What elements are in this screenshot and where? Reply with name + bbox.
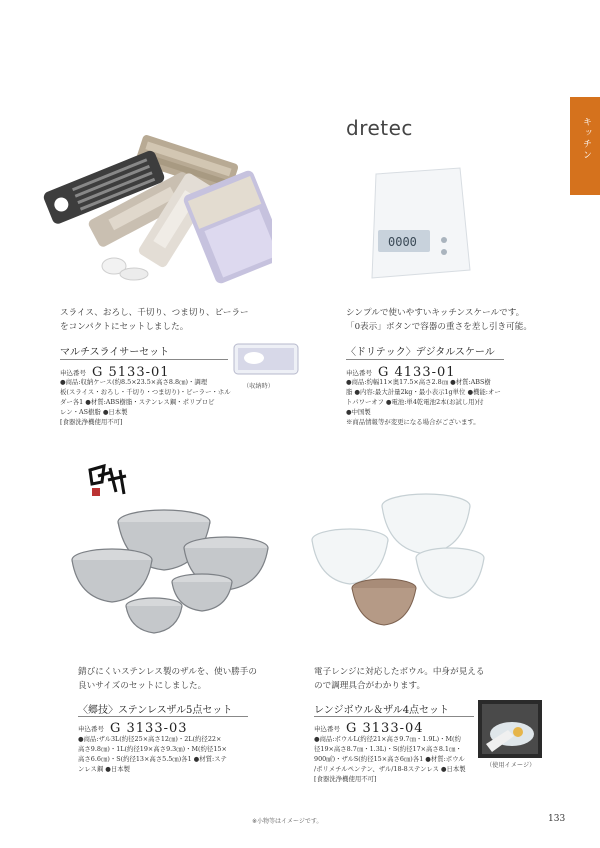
- code-label: 申込番号: [78, 725, 104, 733]
- product-3-code: G 3133-03: [110, 721, 188, 736]
- product-1-name: マルチスライサーセット: [60, 347, 170, 358]
- scale-display-readout: 0000: [388, 235, 417, 249]
- page-number: 133: [548, 814, 566, 824]
- product-4-specs: ●商品:ボウルL(約径21×高さ9.7㎝・1.9L)・M(約 径19×高さ8.7㎝・1.3L)・S(約径17×高さ8.1㎝・ 900㎖)・ザルS(約径15×高さ6㎝)各1 ●材質:ボウル /ポリメチルペンテン、ザル/18-8ステンレス ●日本製 [食器洗浄機使用不可]: [314, 735, 466, 783]
- dretec-logo: dretec: [346, 116, 413, 140]
- product-4-name: レンジボウル＆ザル4点セット: [314, 705, 450, 716]
- product-1-description: スライス、おろし、千切り、つま切り、ピーラー をコンパクトにセットしました。: [60, 308, 249, 332]
- product-3-specs: ●商品:ザル3L(約径25×高さ12㎝)・2L(約径22× 高さ9.8㎝)・1L(約径19×高さ9.3㎝)・M(約径15× 高さ6.6㎝)・S(約径13×高さ5.5㎝)各1 ●材質:ステ ンレス鋼 ●日本製: [78, 735, 227, 773]
- footnote: ※小物等はイメージです。: [252, 818, 323, 825]
- slicer-storage-inset-image: [232, 338, 302, 380]
- product-2-specs: ●商品:約幅11×奥17.5×高さ2.8㎝ ●材質:ABS樹 脂 ●内容:最大計量2kg・最小表示1g単位 ●機能:オー トパワーオフ ●電池:単4乾電池2本(お試し用)付 ●中国製 ※商品情報等が変更になる場合がございます。: [346, 378, 501, 426]
- product-3-name: 〈郷技〉ステンレスザル5点セット: [78, 705, 233, 716]
- usage-image-inset: [478, 700, 542, 758]
- product-4-inset-caption: （使用イメージ）: [486, 762, 536, 769]
- product-1-rule: [60, 359, 228, 360]
- product-1-specs: ●商品:収納ケース(約8.5×23.5×高さ8.8㎝)・調理 板(スライス・おろし・千切り・つま切り)・ピーラー・ホル ダー各1 ●材質:ABS樹脂・ステンレス鋼・ポリプロピ レン・AS樹脂 ●日本製 [食器洗浄機使用不可]: [60, 378, 231, 426]
- code-label: 申込番号: [60, 369, 86, 377]
- product-3-description: 錆びにくいステンレス製のザルを、使い勝手の 良いサイズのセットにしました。: [78, 667, 257, 691]
- product-4-rule: [314, 716, 474, 717]
- product-2-rule: [346, 359, 504, 360]
- code-label: 申込番号: [314, 725, 340, 733]
- product-2-description: シンプルで使いやすいキッチンスケールです。 「0表示」ボタンで容器の重さを差し引き可能。: [346, 308, 532, 332]
- product-4-description: 電子レンジに対応したボウル。中身が見える ので調理具合がわかります。: [314, 667, 485, 691]
- product-2-code: G 4133-01: [378, 365, 456, 380]
- product-1-code: G 5133-01: [92, 365, 170, 380]
- range-bowl-set-image: [310, 488, 510, 638]
- gogi-brand-mark: [86, 462, 136, 500]
- product-2-name: 〈ドリテック〉デジタルスケール: [346, 347, 495, 358]
- stainless-colander-set-image: [66, 500, 286, 645]
- side-tab-kitchen: [570, 97, 600, 195]
- product-4-code: G 3133-04: [346, 721, 424, 736]
- code-label: 申込番号: [346, 369, 372, 377]
- product-1-inset-caption: （収納時）: [243, 383, 274, 390]
- side-tab-label: キッチン: [581, 117, 591, 161]
- digital-scale-image: [358, 160, 478, 290]
- slicer-set-image: [32, 122, 272, 297]
- product-3-rule: [78, 716, 248, 717]
